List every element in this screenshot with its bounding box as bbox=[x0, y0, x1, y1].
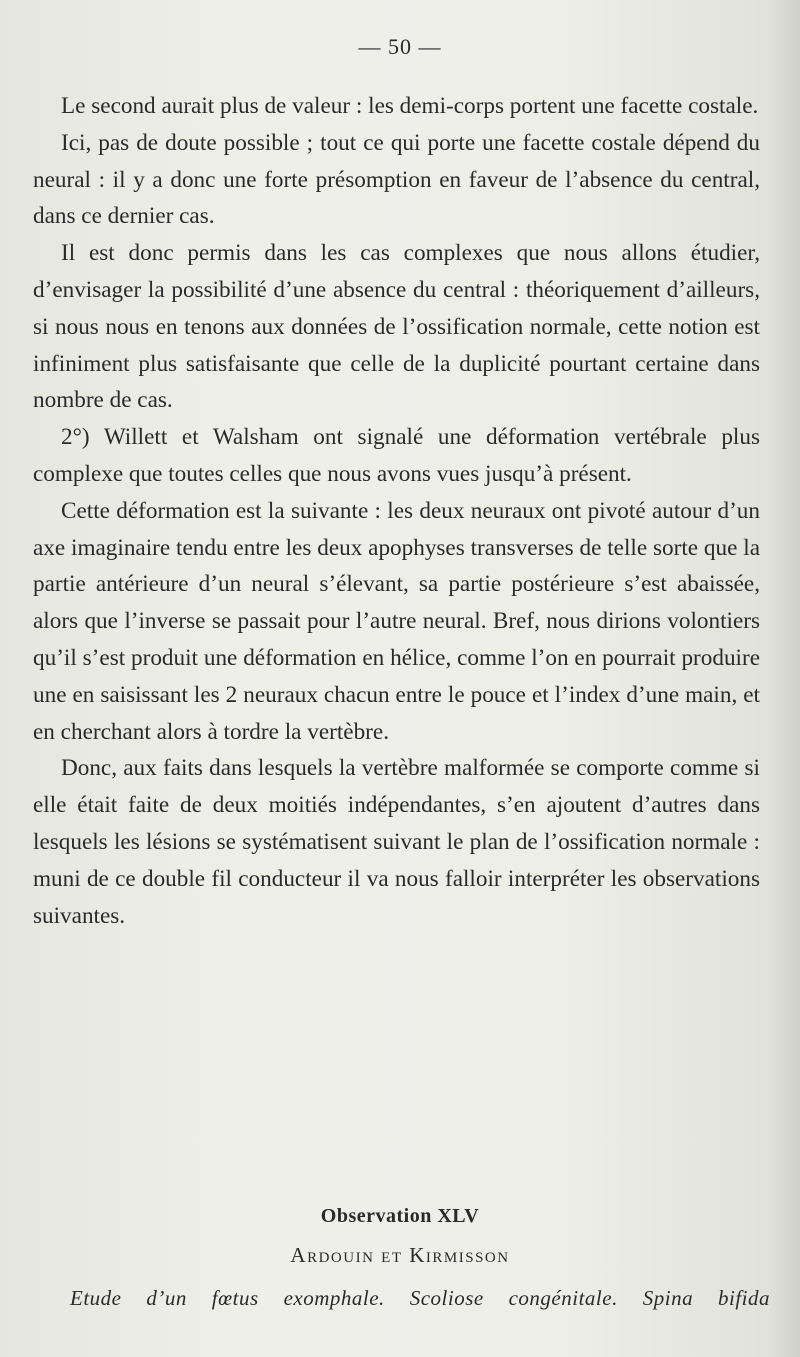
observation-authors: Ardouin et Kirmisson bbox=[290, 1243, 510, 1267]
paragraph-1: Le second aurait plus de valeur : les demi-corps portent une facette costale. bbox=[61, 93, 759, 119]
paragraph-3: Il est donc permis dans les cas complexes que nous allons étudier, d’envisager la possibilité d’une absence du central : théoriquement d’ailleurs, si nous nous en tenons aux données de l’ossification normale, cette notion est infiniment plus satisfaisante que celle de la duplicité pourtant certaine dans nombre de cas. bbox=[33, 240, 760, 414]
body-text bbox=[33, 88, 760, 934]
page-number: — 50 — bbox=[358, 34, 442, 59]
paragraph-6: Donc, aux faits dans lesquels la vertèbre malformée se comporte comme si elle était faite de deux moitiés indépendantes, s’en ajoutent d’autres dans lesquels les lésions se systématisent suivant le plan de l’ossification normale : muni de ce double fil conducteur il va nous falloir interpréter les observations suivantes. bbox=[33, 755, 760, 929]
paragraph-5: Cette déformation est la suivante : les deux neuraux ont pivoté autour d’un axe imaginaire tendu entre les deux apophyses transverses de telle sorte que la partie antérieure d’un neural s’élevant, sa partie postérieure s’est abaissée, alors que l’inverse se passait pour l’autre neural. Bref, nous dirions volontiers qu’il s’est produit une déformation en hélice, comme l’on en pourrait produire une en saisissant les 2 neuraux chacun entre le pouce et l’index d’une main, et en cherchant alors à tordre la vertèbre. bbox=[33, 497, 760, 745]
observation-subtitle: Etude d’un fœtus exomphale. Scoliose congénitale. Spina bifida bbox=[70, 1286, 770, 1310]
observation-title: Observation XLV bbox=[320, 1205, 480, 1227]
paragraph-4: 2°) Willett et Walsham ont signalé une déformation vertébrale plus complexe que toutes celles que nous avons vues jusqu’à présent. bbox=[33, 424, 760, 487]
paragraph-2: Ici, pas de doute possible ; tout ce qui porte une facette costale dépend du neural : il y a donc une forte présomption en faveur de l’absence du central, dans ce dernier cas. bbox=[33, 129, 760, 230]
